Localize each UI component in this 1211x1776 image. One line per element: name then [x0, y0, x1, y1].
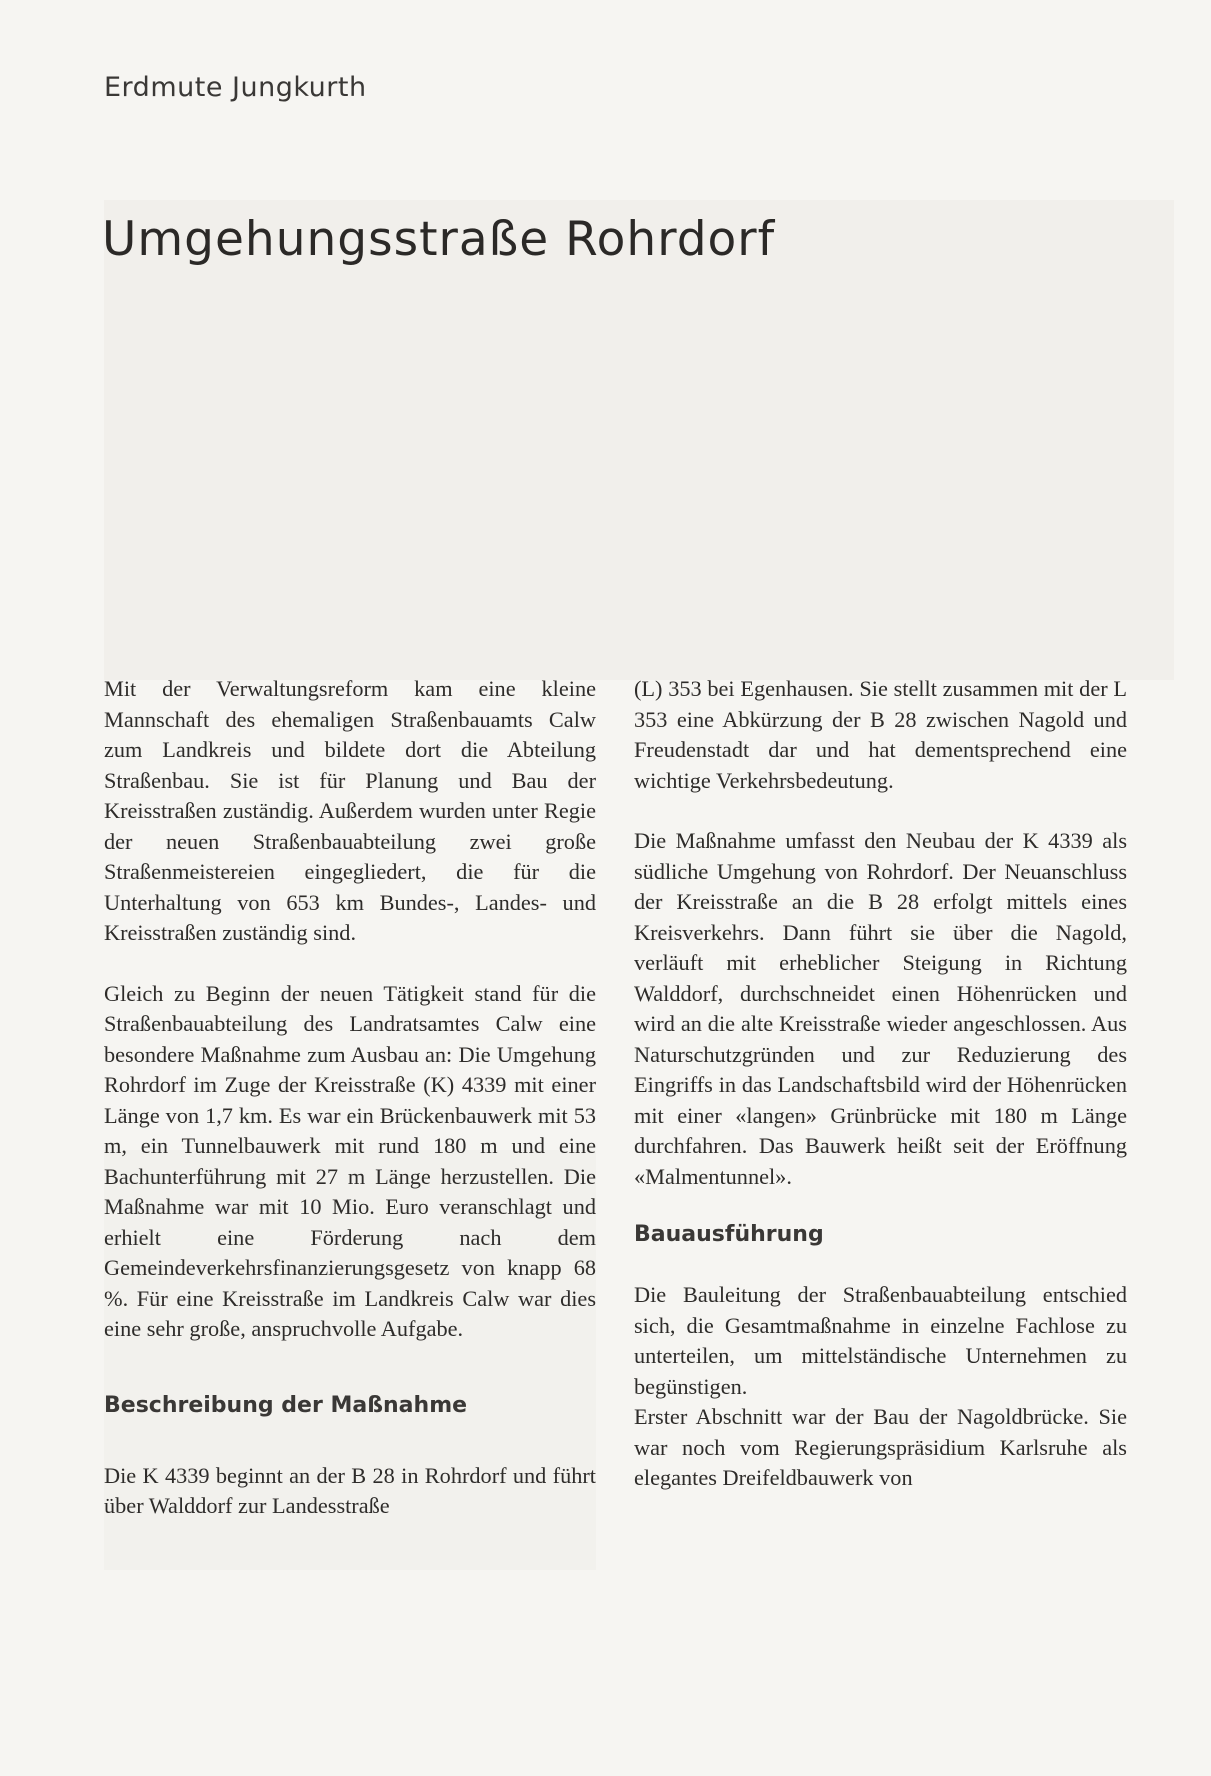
paragraph: Die Maßnahme umfasst den Neubau der K 4339 als südliche Umgehung von Rohrdorf. Der Neuanschluss der Kreisstraße an die B 28 erfolgt mittels eines Kreisverkehrs. Dann führt sie über die Nagold, verläuft mit erheblicher Steigung in Richtung Walddorf, durchschneidet einen Höhenrücken und wird an die alte Kreisstraße wieder angeschlossen. Aus Naturschutzgründen und zur Reduzierung des Eingriffs in das Landschaftsbild wird der Höhenrücken mit einer «langen» Grünbrücke mit 180 m Länge durchfahren. Das Bauwerk heißt seit der Eröffnung «Malmentunnel».	[634, 828, 1127, 1189]
author-name: Erdmute Jungkurth	[104, 72, 367, 103]
section-heading: Bauausführung	[634, 1222, 824, 1247]
paragraph: Erster Abschnitt war der Bau der Nagoldbrücke. Sie war noch vom Regierungspräsidium Karlsruhe als elegantes Dreifeldbauwerk von	[634, 1404, 1127, 1490]
left-column	[104, 674, 596, 1522]
article-title: Umgehungsstraße Rohrdorf	[102, 212, 776, 267]
section-heading: Beschreibung der Maßnahme	[104, 1392, 468, 1418]
paragraph: Die Bauleitung der Straßenbauabteilung entschied sich, die Gesamtmaßnahme in einzelne Fachlose zu unterteilen, um mittelständische Unternehmen zu begünstigen.	[634, 1282, 1127, 1399]
paragraph: Mit der Verwaltungsreform kam eine kleine Mannschaft des ehemaligen Straßenbauamts Calw zum Landkreis und bildete dort die Abteilung Straßenbau. Sie ist für Planung und Bau der Kreisstraßen zuständig. Außerdem wurden unter Regie der neuen Straßenbauabteilung zwei große Straßenmeistereien eingegliedert, die für die Unterhaltung von 653 km Bundes-, Landes- und Kreisstraßen zuständig sind.	[104, 676, 596, 945]
right-column	[634, 674, 1127, 1494]
paragraph: Die K 4339 beginnt an der B 28 in Rohrdorf und führt über Walddorf zur Landesstraße	[104, 1462, 596, 1518]
paragraph: Gleich zu Beginn der neuen Tätigkeit stand für die Straßenbauabteilung des Landratsamtes Calw eine besondere Maßnahme zum Ausbau an: Die Umgehung Rohrdorf im Zuge der Kreisstraße (K) 4339 mit einer Länge von 1,7 km. Es war ein Brückenbauwerk mit 53 m, ein Tunnelbauwerk mit rund 180 m und eine Bachunterführung mit 27 m Länge herzustellen. Die Maßnahme war mit 10 Mio. Euro veranschlagt und erhielt eine Förderung nach dem Gemeindeverkehrsfinanzierungsgesetz von knapp 68 %. Für eine Kreisstraße im Landkreis Calw war dies eine sehr große, anspruchvolle Aufgabe.	[104, 980, 596, 1341]
paragraph: (L) 353 bei Egenhausen. Sie stellt zusammen mit der L 353 eine Abkürzung der B 28 zwischen Nagold und Freudenstadt dar und hat dementsprechend eine wichtige Verkehrsbedeutung.	[634, 676, 1127, 793]
show-through-image	[104, 200, 1174, 680]
